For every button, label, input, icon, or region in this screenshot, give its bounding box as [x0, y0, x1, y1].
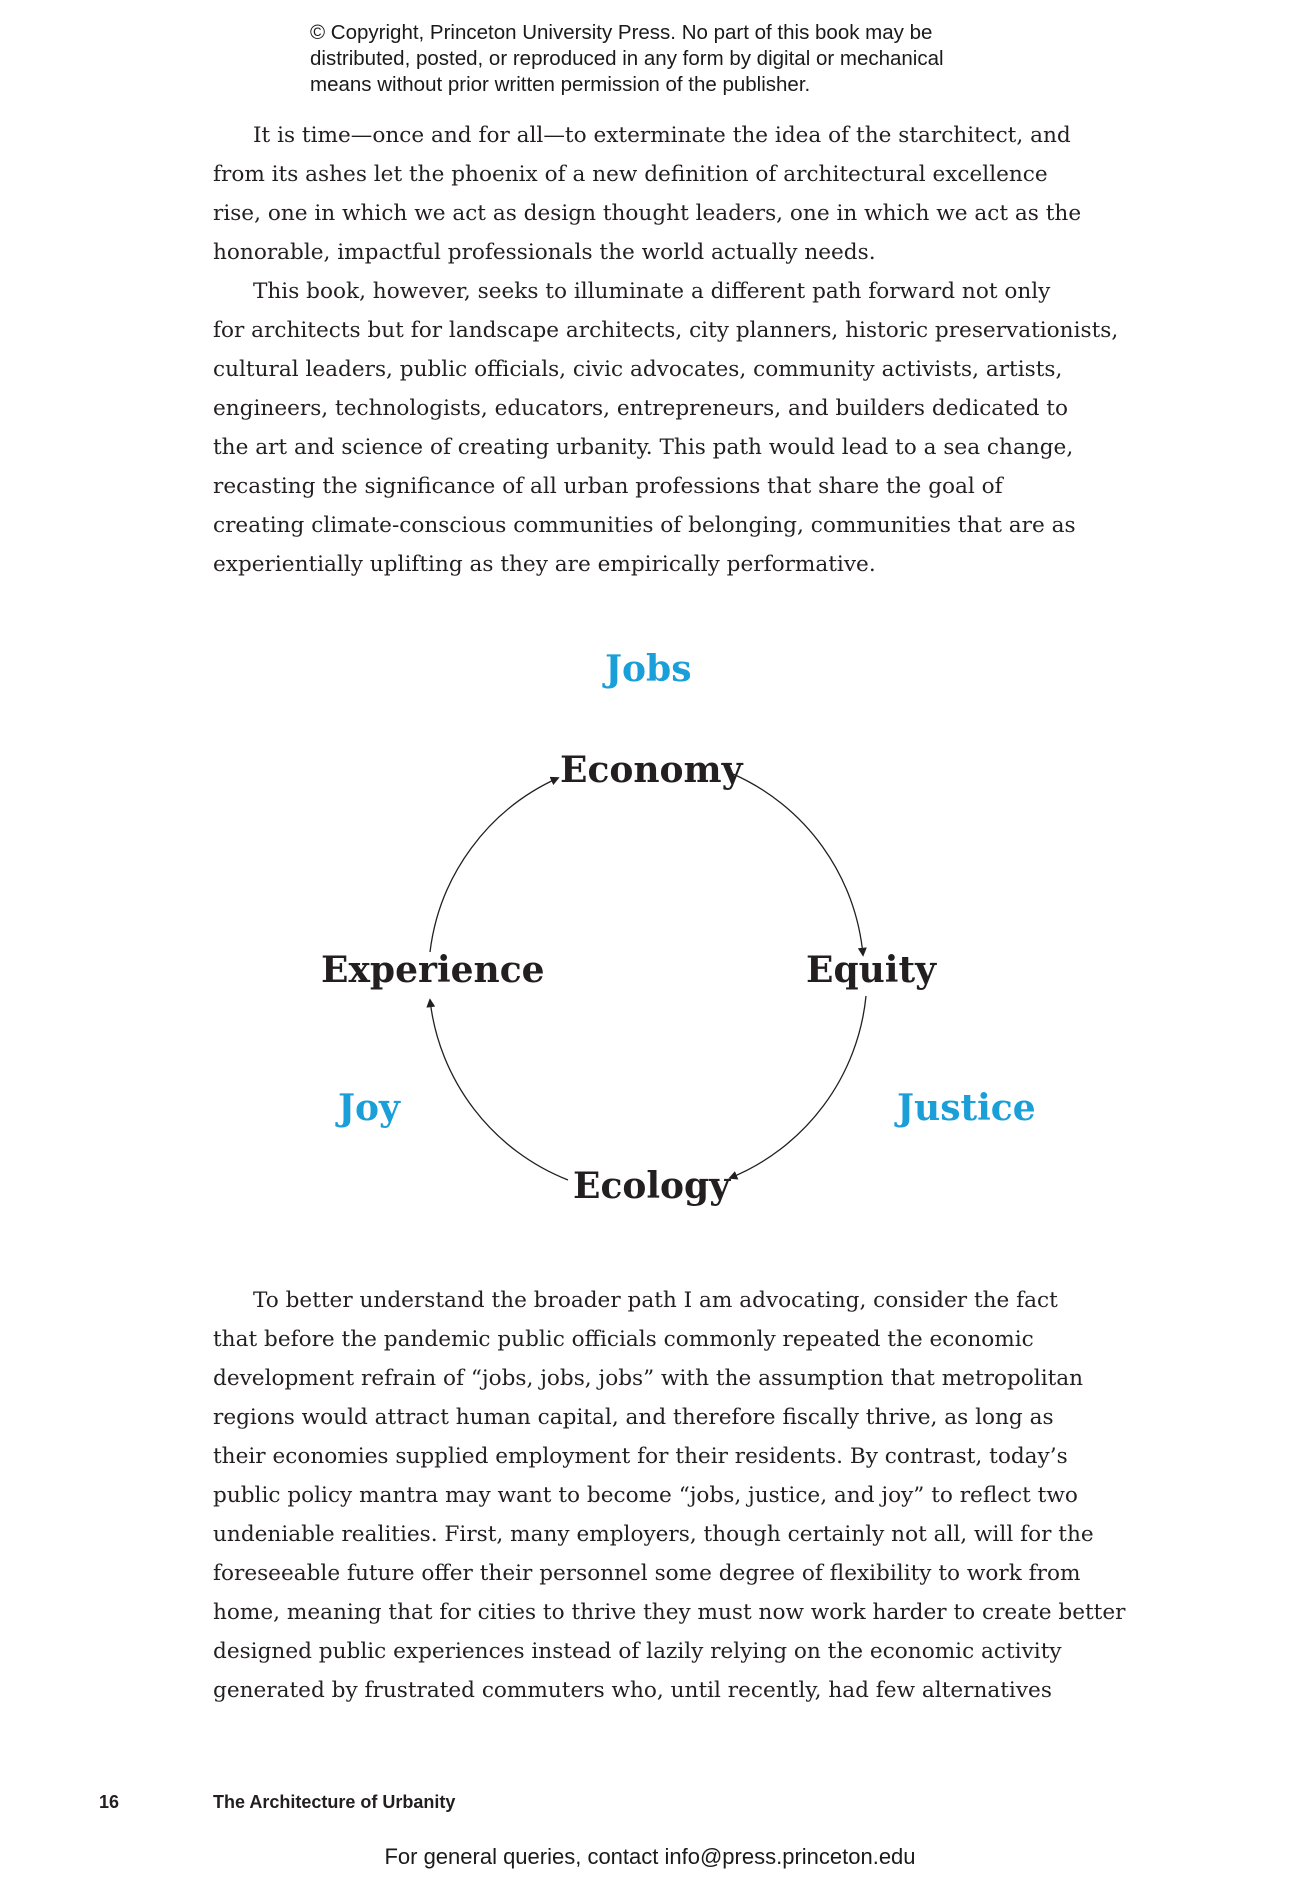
cycle-arrows: [0, 620, 1300, 1240]
paragraph-line: experientially uplifting as they are empirically performative.: [213, 552, 876, 577]
paragraph-line: the art and science of creating urbanity. This path would lead to a sea change,: [213, 435, 1074, 460]
outcome-justice-label: Justice: [897, 1087, 1036, 1129]
paragraph-line: their economies supplied employment for their residents. By contrast, today’s: [213, 1444, 1068, 1469]
urbanity-cycle-diagram: [0, 620, 1300, 1240]
paragraph-line: development refrain of “jobs, jobs, jobs” with the assumption that metropolitan: [213, 1366, 1084, 1391]
paragraph-line: from its ashes let the phoenix of a new definition of architectural excellence: [213, 162, 1048, 187]
paragraph-line: engineers, technologists, educators, entrepreneurs, and builders dedicated to: [213, 396, 1068, 421]
outcome-jobs-label: Jobs: [605, 648, 692, 690]
paragraph-line: creating climate-conscious communities of belonging, communities that are as: [213, 513, 1076, 538]
paragraph-line: It is time—once and for all—to exterminate the idea of the starchitect, and: [253, 123, 1071, 148]
node-ecology-label: Ecology: [573, 1165, 731, 1207]
paragraph-line: This book, however, seeks to illuminate a different path forward not only: [253, 279, 1051, 304]
body-text-bottom: [213, 1281, 1126, 1710]
arc-ecology-to-experience: [430, 1000, 568, 1180]
node-equity-label: Equity: [806, 949, 937, 991]
paragraph-line: generated by frustrated commuters who, until recently, had few alternatives: [213, 1678, 1052, 1703]
paragraph-line: designed public experiences instead of lazily relying on the economic activity: [213, 1639, 1062, 1664]
paragraph-line: undeniable realities. First, many employers, though certainly not all, will for the: [213, 1522, 1094, 1547]
node-economy-label: Economy: [560, 749, 743, 791]
arc-experience-to-economy: [430, 778, 558, 952]
paragraph-line: honorable, impactful professionals the world actually needs.: [213, 240, 876, 265]
outcome-joy-label: Joy: [338, 1087, 400, 1129]
paragraph-line: foreseeable future offer their personnel some degree of flexibility to work from: [213, 1561, 1081, 1586]
paragraph-line: To better understand the broader path I am advocating, consider the fact: [253, 1288, 1058, 1313]
contact-line: For general queries, contact info@press.princeton.edu: [384, 1844, 916, 1869]
copyright-line: distributed, posted, or reproduced in any form by digital or mechanical: [310, 47, 944, 70]
copyright-line: © Copyright, Princeton University Press. No part of this book may be: [310, 21, 933, 44]
paragraph-line: cultural leaders, public officials, civic advocates, community activists, artists,: [213, 357, 1063, 382]
paragraph-line: recasting the significance of all urban professions that share the goal of: [213, 474, 1003, 499]
paragraph-line: rise, one in which we act as design thought leaders, one in which we act as the: [213, 201, 1082, 226]
node-experience-label: Experience: [321, 949, 545, 991]
paragraph-line: that before the pandemic public officials commonly repeated the economic: [213, 1327, 1034, 1352]
copyright-notice: [310, 20, 1030, 98]
paragraph-line: regions would attract human capital, and therefore fiscally thrive, as long as: [213, 1405, 1054, 1430]
arc-economy-to-equity: [733, 774, 863, 955]
body-text-top: [213, 116, 1119, 584]
page-number: 16: [99, 1792, 120, 1812]
arc-equity-to-ecology: [730, 996, 866, 1178]
copyright-line: means without prior written permission of the publisher.: [310, 73, 811, 96]
running-footer-title: The Architecture of Urbanity: [213, 1792, 456, 1812]
paragraph-line: home, meaning that for cities to thrive they must now work harder to create better: [213, 1600, 1126, 1625]
paragraph-line: public policy mantra may want to become “jobs, justice, and joy” to reflect two: [213, 1483, 1078, 1508]
paragraph-line: for architects but for landscape architects, city planners, historic preservationists,: [213, 318, 1119, 343]
